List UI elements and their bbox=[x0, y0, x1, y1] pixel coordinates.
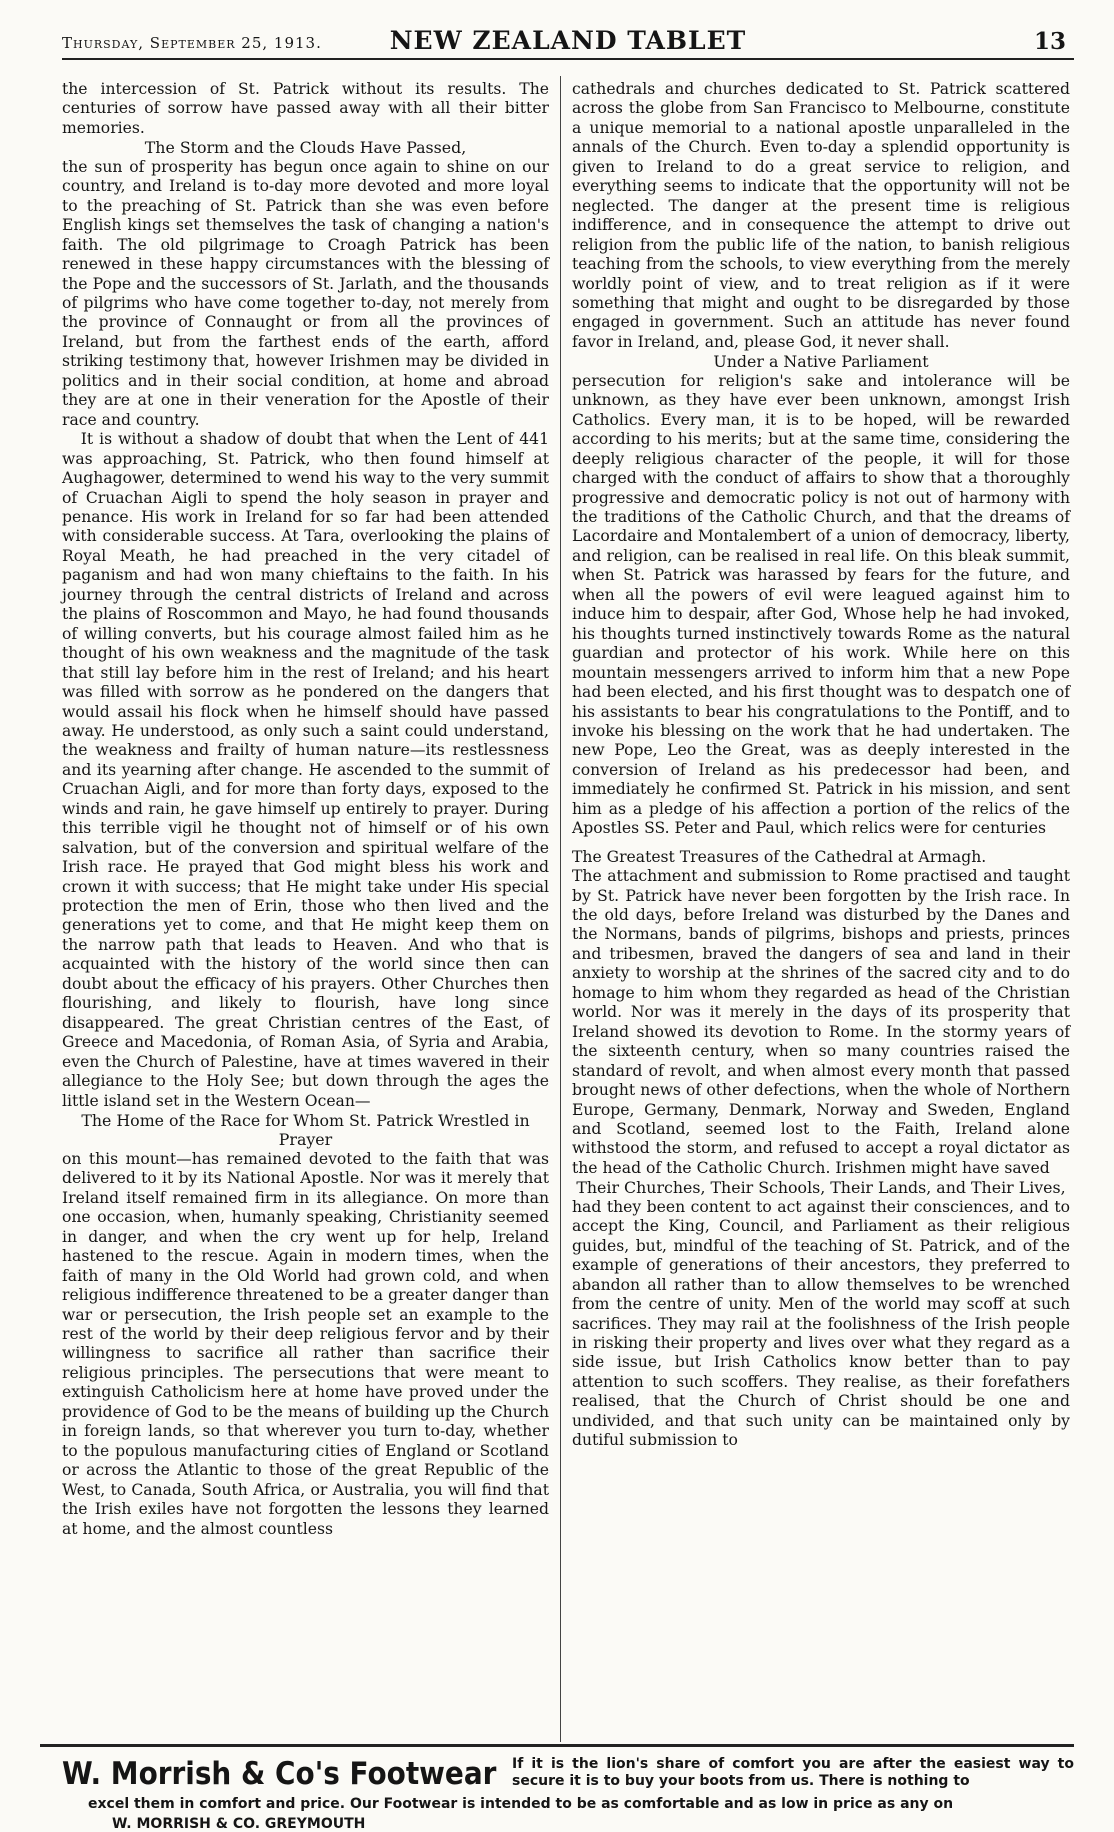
right-column bbox=[572, 80, 1070, 1736]
masthead-title: NEW ZEALAND TABLET bbox=[389, 26, 747, 55]
advertiser-name: W. Morrish & Co's Footwear bbox=[62, 1756, 497, 1792]
section-subhead: Under a Native Parliament bbox=[713, 352, 929, 372]
paragraph: the intercession of St. Patrick without its results. The centuries of sorrow have passed away with all their bitter memories. bbox=[62, 80, 549, 137]
section-subhead: Their Churches, Their Schools, Their Lands, and Their Lives, bbox=[576, 1178, 1066, 1198]
paragraph: It is without a shadow of doubt that when the Lent of 441 was approaching, St. Patrick, who then found himself at Aughagower, determined to wend his way to the very summit of Cruachan Aigli to spend the holy season in prayer and penance. His work in Ireland for so far had been attended with considerable success. At Tara, overlooking the plains of Royal Meath, he had preached in the very citadel of paganism and had won many chieftains to the faith. In his journey through the central districts of Ireland and across the plains of Roscommon and Mayo, he had found thousands of willing converts, but his courage almost failed him as he thought of his own weakness and the magnitude of the task that still lay before him in the rest of Ireland; and his heart was filled with sorrow as he pondered on the dangers that would assail his flock when he himself should have passed away. He understood, as only such a saint could understand, the weakness and frailty of human nature—its restlessness and its yearning after change. He ascended to the summit of Cruachan Aigli, and for more than forty days, exposed to the winds and rain, he gave himself up entirely to prayer. During this terrible vigil he thought not of himself or of his own salvation, but of the conversion and spiritual welfare of the Irish race. He prayed that God might bless his work and crown it with success; that He might take under His special protection the men of Erin, those who then lived and the generations yet to come, and that He might keep them on the narrow path that leads to Heaven. And who that is acquainted with the history of the world since then can doubt about the efficacy of his prayers. Other Churches then flourishing, and likely to flourish, have long since disappeared. The great Christian centres of the East, of Greece and Macedonia, of Roman Asia, of Syria and Arabia, even the Church of Palestine, have at times wavered in their allegiance to the Holy See; but down through the ages the little island set in the Western Ocean— bbox=[62, 430, 549, 1110]
column-divider bbox=[560, 76, 561, 1742]
advertisement-copy: If it is the lion's share of comfort you are after the easiest way to secure it is to buy your boots from us. There is nothing to bbox=[512, 1756, 1074, 1789]
paragraph: had they been content to act against their consciences, and to accept the King, Council, and Parliament as their religious guides, but, mindful of the teaching of St. Patrick, and of the example of generations of their ancestors, they preferred to abandon all rather than to allow themselves to be wrenched from the centre of unity. Men of the world may scoff at such sacrifices. They may rail at the foolishness of the Irish people in risking their property and lives over what they regard as a side issue, but Irish Catholics know better than to pay attention to such scoffers. They realise, as their forefathers realised, that the Church of Christ should be one and undivided, and that such unity can be maintained only by dutiful submission to bbox=[572, 1197, 1070, 1450]
page-number: 13 bbox=[1033, 28, 1066, 55]
advertisement-copy-cut: W. MORRISH & CO. GREYMOUTH bbox=[112, 1816, 366, 1832]
left-column bbox=[62, 80, 549, 1736]
paragraph: persecution for religion's sake and intolerance will be unknown, as they have ever been unknown, amongst Irish Catholics. Every man, it is to be hoped, will be rewarded according to his merits; but at the same time, considering the deeply religious character of the people, it will for those charged with the conduct of affairs to show that a thoroughly progressive and democratic policy is not out of harmony with the traditions of the Catholic Church, and that the dreams of Lacordaire and Montalembert of a union of democracy, liberty, and religion, can be realised in real life. On this bleak summit, when St. Patrick was harassed by fears for the future, and when all the powers of evil were leagued against him to induce him to despair, after God, Whose help he had invoked, his thoughts turned instinctively towards Rome as the natural guardian and protector of his work. While here on this mountain messengers arrived to inform him that a new Pope had been elected, and his first thought was to despatch one of his assistants to bear his congratulations to the Pontiff, and to invoke his blessing on the work that he had undertaken. The new Pope, Leo the Great, was as deeply interested in the conversion of Ireland as his predecessor had been, and immediately he confirmed St. Patrick in his mission, and sent him as a pledge of his affection a portion of the relics of the Apostles SS. Peter and Paul, which relics were for centuries bbox=[572, 371, 1070, 838]
paragraph: on this mount—has remained devoted to the faith that was delivered to it by its National Apostle. Nor was it merely that Ireland itself remained firm in its allegiance. On more than one occasion, when, humanly speaking, Christianity seemed in danger, and when the cry went up for help, Ireland hastened to the rescue. Again in modern times, when the faith of many in the Old World had grown cold, and when religious indifference threatened to be a greater danger than war or persecution, the Irish people set an example to the rest of the world by their deep religious fervor and by their willingness to sacrifice all rather than sacrifice their religious principles. The persecutions that were meant to extinguish Catholicism here at home have proved under the providence of God to be the means of building up the Church in foreign lands, so that wherever you turn to-day, whether to the populous manufacturing cities of England or Scotland or across the Atlantic to those of the great Republic of the West, to Canada, South Africa, or Australia, you will find that the Irish exiles have not forgotten the lessons they learned at home, and the almost countless bbox=[62, 1149, 549, 1538]
advertisement-rule bbox=[40, 1744, 1074, 1747]
paragraph: the sun of prosperity has begun once again to shine on our country, and Ireland is to-day more devoted and more loyal to the preaching of St. Patrick than she was even before English kings set themselves the task of changing a nation's faith. The old pilgrimage to Croagh Patrick has been renewed in these happy circumstances with the blessing of the Pope and the successors of St. Jarlath, and the thousands of pilgrims who have come together to-day, not merely from the province of Connaught or from all the provinces of Ireland, but from the farthest ends of the earth, afford striking testimony that, however Irishmen may be divided in politics and in their social condition, at home and abroad they are at one in their veneration for the Apostle of their race and country. bbox=[62, 157, 549, 429]
spacer bbox=[572, 839, 1070, 848]
section-subhead: The Home of the Race for Whom St. Patrick Wrestled in Prayer bbox=[81, 1111, 530, 1150]
advertisement bbox=[40, 1750, 1074, 1832]
section-subhead: The Greatest Treasures of the Cathedral at Armagh. bbox=[572, 847, 987, 866]
paragraph: cathedrals and churches dedicated to St. Patrick scattered across the globe from San Francisco to Melbourne, constitute a unique memorial to a national apostle unparalleled in the annals of the Church. Even to-day a splendid opportunity is given to Ireland to do a great service to religion, and everything seems to indicate that the opportunity will not be neglected. The danger at the present time is religious indifference, and in consequence the attempt to drive out religion from the public life of the nation, to banish religious teaching from the schools, to view everything from the merely worldly point of view, and to treat religion as if it were something that might and ought to be disregarded by those engaged in government. Such an attitude has never found favor in Ireland, and, please God, it never shall. bbox=[572, 80, 1070, 351]
issue-date: Thursday, September 25, 1913. bbox=[62, 34, 322, 52]
section-subhead: The Storm and the Clouds Have Passed, bbox=[144, 138, 467, 158]
paragraph: The attachment and submission to Rome practised and taught by St. Patrick have never been forgotten by the Irish race. In the old days, before Ireland was disturbed by the Danes and the Normans, bands of pilgrims, bishops and priests, princes and tribesmen, braved the dangers of sea and land in their anxiety to worship at the shrines of the sacred city and to do homage to him whom they regarded as head of the Christian world. Nor was it merely in the days of its prosperity that Ireland showed its devotion to Rome. In the stormy years of the sixteenth century, when so many countries raised the standard of revolt, and when almost every month that passed brought news of other defections, when the whole of Northern Europe, Germany, Denmark, Norway and Sweden, England and Scotland, seemed lost to the Faith, Ireland alone withstood the storm, and refused to accept a royal dictator as the head of the Catholic Church. Irishmen might have saved bbox=[572, 867, 1070, 1177]
page-header bbox=[62, 22, 1074, 60]
advertisement-copy: excel them in comfort and price. Our Footwear is intended to be as comfortable and as low in price as any on bbox=[88, 1796, 954, 1812]
